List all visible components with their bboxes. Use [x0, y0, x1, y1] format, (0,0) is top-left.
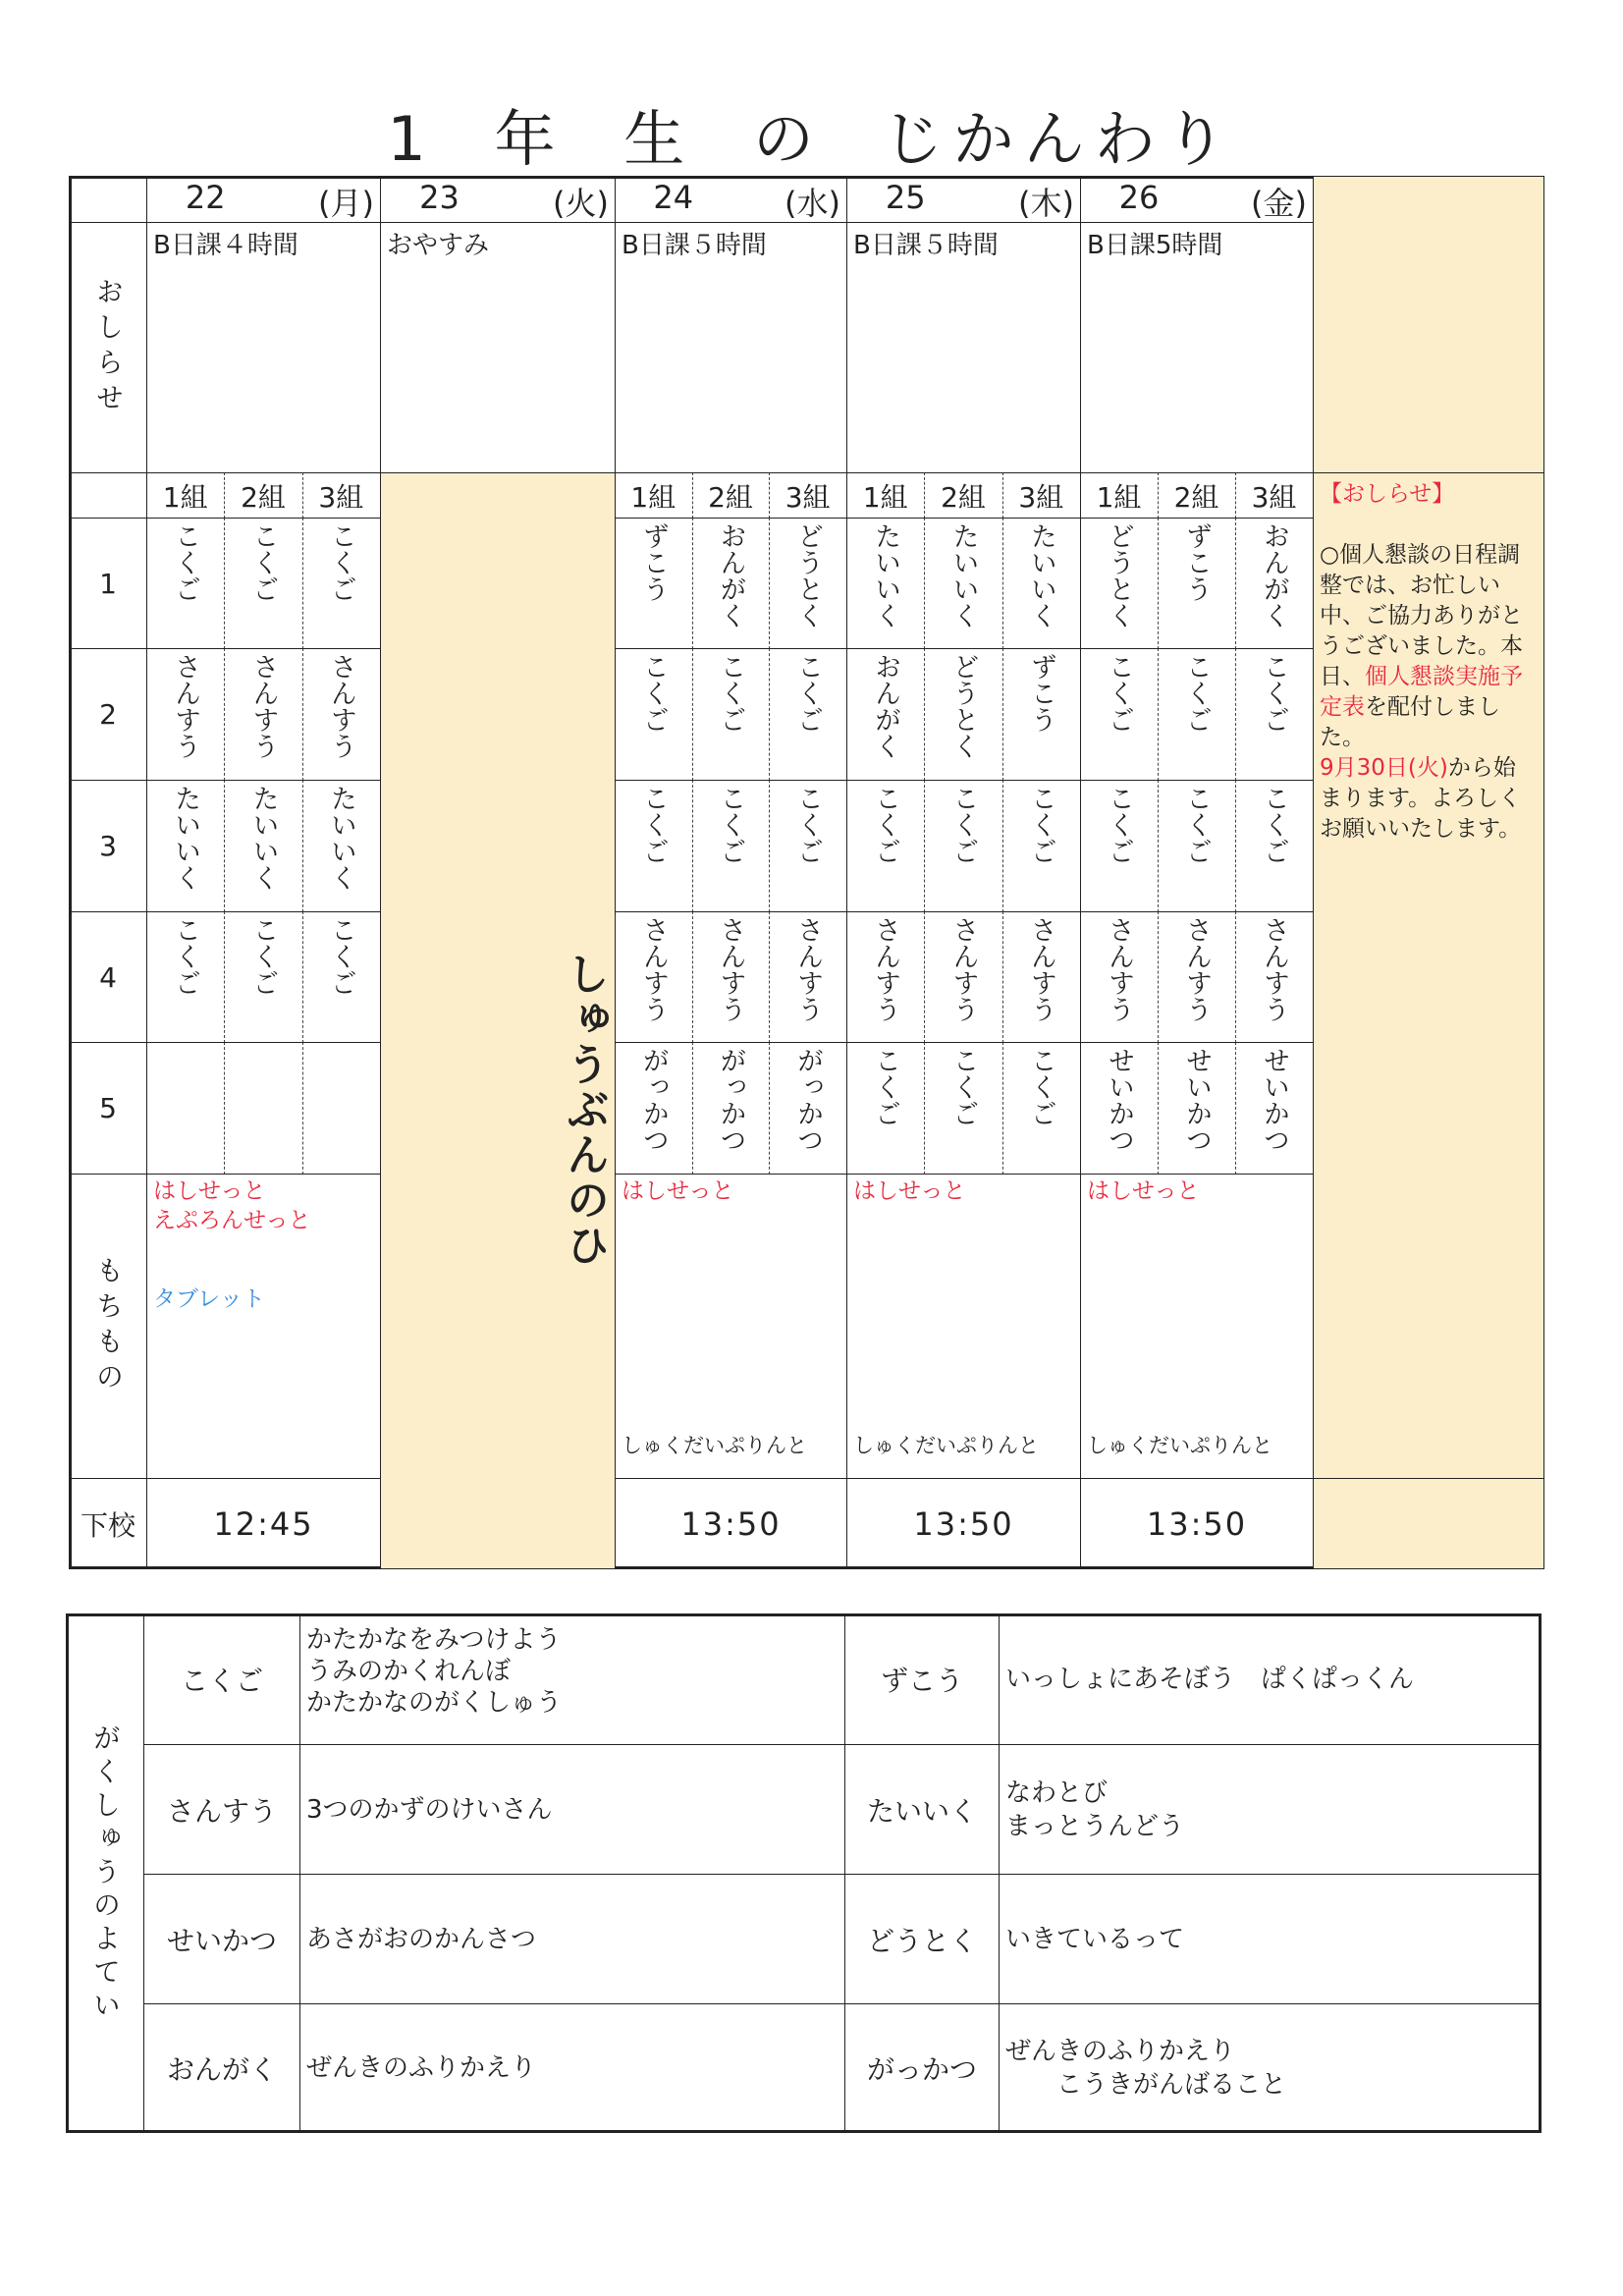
- day-weekday: (火): [553, 185, 609, 222]
- period-cell: ずこう: [1002, 648, 1081, 781]
- homework-item: しゅくだいぷりんと: [622, 1434, 807, 1457]
- homework-item: しゅくだいぷりんと: [853, 1434, 1039, 1457]
- period-cell: がっかつ: [769, 1042, 847, 1175]
- day-notice: B日課５時間: [615, 222, 847, 473]
- header-corner: [69, 176, 147, 223]
- period-cell: さんすう: [615, 911, 693, 1043]
- period-cell: こくご: [1235, 648, 1314, 781]
- day-header: [846, 176, 1081, 223]
- period-cell: たいいく: [1002, 518, 1081, 649]
- content-line: うみのかくれんぼ: [306, 1657, 512, 1686]
- period-cell: さんすう: [769, 911, 847, 1043]
- day-date: 24: [653, 179, 694, 216]
- side-notice-body: [1320, 540, 1538, 845]
- period-cell: こくご: [146, 518, 225, 649]
- day-notice: B日課5時間: [1080, 222, 1314, 473]
- period-cell: どうとく: [924, 648, 1002, 781]
- period-cell: こくご: [1158, 780, 1236, 912]
- period-cell: [302, 1042, 381, 1175]
- period-cell: がっかつ: [615, 1042, 693, 1175]
- subject-content: [299, 1744, 845, 1875]
- content-line: かたかなのがくしゅう: [306, 1688, 563, 1718]
- belongings-cell: [846, 1174, 1081, 1479]
- period-cell: こくご: [1002, 780, 1081, 912]
- belonging-item: タブレット: [153, 1286, 265, 1312]
- day-weekday: (月): [318, 185, 374, 222]
- belonging-item: はしせっと: [853, 1178, 966, 1204]
- period-cell: こくご: [615, 648, 693, 781]
- day-notice: おやすみ: [380, 222, 616, 473]
- subject-content: [299, 1874, 845, 2004]
- subject-name: おんがく: [143, 2003, 300, 2133]
- page-title: 1 年 生 の じかんわり: [387, 103, 1236, 175]
- dismissal-time: 13:50: [846, 1478, 1081, 1569]
- day-header: [615, 176, 847, 223]
- period-cell: こくご: [1080, 780, 1159, 912]
- day-header: [1080, 176, 1314, 223]
- period-cell: [224, 1042, 302, 1175]
- period-cell: こくご: [1080, 648, 1159, 781]
- period-cell: さんすう: [1080, 911, 1159, 1043]
- content-line: まっとうんどう: [1005, 1811, 1185, 1841]
- subject-name: こくご: [143, 1613, 300, 1745]
- day-date: 23: [419, 179, 460, 216]
- period-cell: さんすう: [146, 648, 225, 781]
- subject-name: さんすう: [143, 1744, 300, 1875]
- side-notice-text: 9月30日(火): [1320, 755, 1448, 781]
- dismissal-time: 13:50: [615, 1478, 847, 1569]
- class-header: 3組: [1235, 472, 1314, 519]
- day-left-border: [1080, 472, 1081, 1175]
- belonging-item: はしせっと: [622, 1178, 734, 1204]
- content-line: こうきがんばること: [1005, 2070, 1287, 2100]
- period-cell: おんがく: [692, 518, 771, 649]
- class-header: 3組: [302, 472, 381, 519]
- content-line: かたかなをみつけよう: [306, 1625, 562, 1655]
- period-cell: こくご: [846, 780, 925, 912]
- period-cell: せいかつ: [1158, 1042, 1236, 1175]
- day-date: 26: [1118, 179, 1160, 216]
- period-cell: こくご: [146, 911, 225, 1043]
- period-cell: こくご: [1158, 648, 1236, 781]
- class-header: 1組: [846, 472, 925, 519]
- side-notice-text: 個人懇談実施予定表: [1320, 664, 1523, 720]
- content-line: いっしょにあそぼう ぱくぱっくん: [1005, 1665, 1415, 1694]
- period-cell: たいいく: [224, 780, 302, 912]
- period-cell: さんすう: [846, 911, 925, 1043]
- day-notice: B日課４時間: [146, 222, 381, 473]
- belonging-item: はしせっと: [1087, 1178, 1200, 1204]
- class-header: 3組: [1002, 472, 1081, 519]
- period-cell: こくご: [302, 911, 381, 1043]
- period-cell: ずこう: [615, 518, 693, 649]
- period-label: 4: [69, 911, 147, 1043]
- content-line: ぜんきのふりかえり: [1005, 2037, 1236, 2066]
- row-label-dismissal: 下校: [69, 1478, 147, 1569]
- class-header: 3組: [769, 472, 847, 519]
- subject-content: [999, 1744, 1542, 1875]
- period-cell: こくご: [846, 1042, 925, 1175]
- day-weekday: (木): [1018, 185, 1074, 222]
- period-cell: さんすう: [1002, 911, 1081, 1043]
- day-left-border: [146, 472, 147, 1175]
- dismissal-time: 12:45: [146, 1478, 381, 1569]
- day-left-border: [846, 472, 847, 1175]
- period-cell: さんすう: [1158, 911, 1236, 1043]
- period-cell: さんすう: [302, 648, 381, 781]
- class-header-corner: [69, 472, 147, 519]
- class-header: 1組: [615, 472, 693, 519]
- period-cell: たいいく: [146, 780, 225, 912]
- subject-content: [299, 1613, 845, 1745]
- subject-content: [999, 1613, 1542, 1745]
- row-label-belongings: もちもの: [69, 1174, 147, 1479]
- belongings-cell: [615, 1174, 847, 1479]
- period-label: 2: [69, 648, 147, 781]
- side-notice-text: から始まります。よろしくお願いいたします。: [1320, 755, 1522, 842]
- content-line: いきているって: [1005, 1924, 1185, 1954]
- subject-content: [999, 1874, 1542, 2004]
- subject-name: ずこう: [844, 1613, 1000, 1745]
- period-cell: こくご: [1002, 1042, 1081, 1175]
- day-left-border: [615, 472, 616, 1175]
- content-line: あさがおのかんさつ: [306, 1924, 537, 1954]
- belonging-item: はしせっと: [153, 1178, 266, 1204]
- day-date: 25: [885, 179, 926, 216]
- period-cell: さんすう: [692, 911, 771, 1043]
- class-header: 2組: [692, 472, 771, 519]
- period-label: 3: [69, 780, 147, 912]
- period-cell: がっかつ: [692, 1042, 771, 1175]
- period-cell: せいかつ: [1235, 1042, 1314, 1175]
- period-cell: たいいく: [846, 518, 925, 649]
- class-header: 2組: [1158, 472, 1236, 519]
- period-cell: こくご: [692, 780, 771, 912]
- day-date: 22: [185, 179, 226, 216]
- period-cell: こくご: [924, 1042, 1002, 1175]
- holiday-cell: しゅうぶんのひ: [380, 472, 616, 1569]
- period-cell: さんすう: [1235, 911, 1314, 1043]
- period-cell: こくご: [615, 780, 693, 912]
- period-cell: せいかつ: [1080, 1042, 1159, 1175]
- period-cell: こくご: [224, 518, 302, 649]
- period-cell: たいいく: [924, 518, 1002, 649]
- subject-name: どうとく: [844, 1874, 1000, 2004]
- belongings-cell: [1080, 1174, 1314, 1479]
- period-cell: こくご: [224, 911, 302, 1043]
- subject-content: [999, 2003, 1542, 2133]
- class-header: 2組: [924, 472, 1002, 519]
- belonging-item: えぷろんせっと: [153, 1208, 311, 1233]
- content-line: なわとび: [1005, 1777, 1109, 1808]
- period-cell: こくご: [692, 648, 771, 781]
- subject-name: せいかつ: [143, 1874, 300, 2004]
- period-cell: おんがく: [846, 648, 925, 781]
- side-notice-heading: 【おしらせ】: [1320, 481, 1455, 507]
- period-cell: こくご: [1235, 780, 1314, 912]
- period-cell: さんすう: [924, 911, 1002, 1043]
- side-notice-text: を配付しました。: [1320, 694, 1500, 750]
- day-header: [146, 176, 381, 223]
- side-notice-text: ○個人懇談の日程調整では、お忙しい中、ご協力ありがとうございました。本日、: [1320, 542, 1523, 689]
- subject-name: がっかつ: [844, 2003, 1000, 2133]
- class-header: 2組: [224, 472, 302, 519]
- content-line: ぜんきのふりかえり: [306, 2053, 537, 2083]
- day-weekday: (金): [1251, 185, 1307, 222]
- class-header: 1組: [146, 472, 225, 519]
- row-label-notice: おしらせ: [69, 222, 147, 473]
- period-cell: こくご: [769, 780, 847, 912]
- day-weekday: (水): [784, 185, 840, 222]
- side-notice-panel: [1313, 472, 1544, 1479]
- homework-item: しゅくだいぷりんと: [1087, 1434, 1272, 1457]
- period-cell: おんがく: [1235, 518, 1314, 649]
- class-header: 1組: [1080, 472, 1159, 519]
- day-header: [380, 176, 616, 223]
- period-label: 1: [69, 518, 147, 649]
- period-cell: たいいく: [302, 780, 381, 912]
- dismissal-notes-cell: [1313, 1478, 1544, 1569]
- period-label: 5: [69, 1042, 147, 1175]
- subject-content: [299, 2003, 845, 2133]
- period-cell: こくご: [924, 780, 1002, 912]
- dismissal-time: 13:50: [1080, 1478, 1314, 1569]
- period-cell: さんすう: [224, 648, 302, 781]
- study-plan-label: がくしゅうのよてい: [66, 1613, 144, 2133]
- period-cell: どうとく: [1080, 518, 1159, 649]
- day-notice: B日課５時間: [846, 222, 1081, 473]
- belongings-cell: [146, 1174, 381, 1479]
- side-notice-header-cell: [1313, 176, 1544, 473]
- subject-name: たいいく: [844, 1744, 1000, 1875]
- period-cell: こくご: [302, 518, 381, 649]
- period-cell: [146, 1042, 225, 1175]
- period-cell: ずこう: [1158, 518, 1236, 649]
- period-cell: こくご: [769, 648, 847, 781]
- period-cell: どうとく: [769, 518, 847, 649]
- content-line: 3つのかずのけいさん: [306, 1794, 553, 1825]
